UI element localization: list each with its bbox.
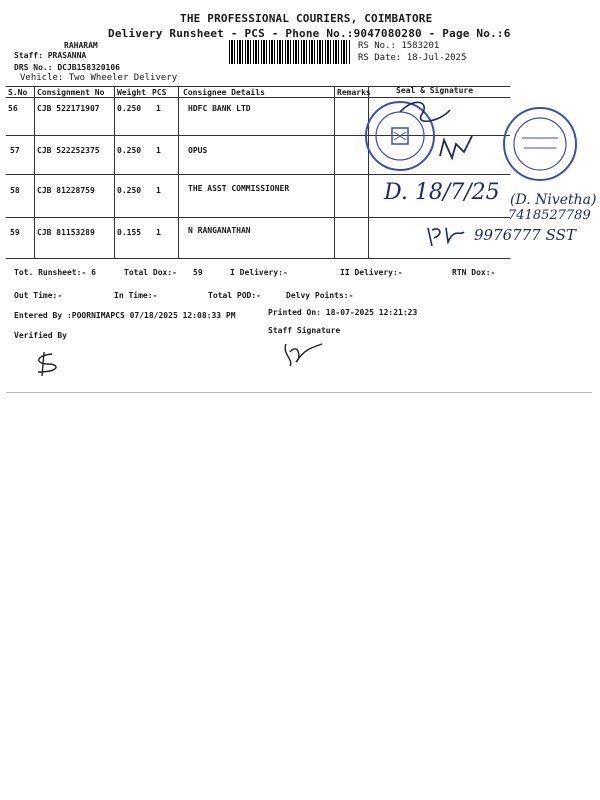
cell-weight: 0.250 [117,186,142,195]
total-pod: Total POD:- [208,291,261,300]
verified-by: Verified By [14,331,67,340]
column-divider [114,86,115,258]
cell-consignment: CJB 81228759 [37,186,95,195]
header-sno: S.No [8,88,28,97]
rtn-dox: RTN Dox:- [452,268,496,277]
in-time: In Time:- [114,291,158,300]
total-dox-label: Total Dox:- [124,268,177,277]
staff-label: Staff: PRASANNA [14,51,87,60]
cell-consignee: OPUS [188,146,208,155]
barcode [229,40,351,64]
cell-pcs: 1 [156,186,161,195]
rs-number: RS No.: 1583201 [358,41,440,51]
cell-consignment: CJB 522171907 [37,104,100,113]
cell-sno: 57 [10,146,20,155]
ii-delivery: II Delivery:- [340,268,403,277]
cell-weight: 0.155 [117,228,142,237]
header-pcs: PCS [152,88,167,97]
printed-on: Printed On: 18-07-2025 12:21:23 [268,308,418,317]
handwritten-phone: 7418527789 [508,208,591,223]
signature-scribble [440,136,472,158]
i-delivery: I Delivery:- [230,268,288,277]
staff-signature-label: Staff Signature [268,326,341,335]
round-stamp-2 [504,108,576,180]
header-remarks: Remarks [337,88,371,97]
header-weight: Weight [117,88,146,97]
cell-sno: 56 [8,104,18,113]
out-time: Out Time:- [14,291,63,300]
column-divider [334,86,335,258]
handwritten-initials [424,222,474,252]
cell-consignment: CJB 81153289 [37,228,95,237]
header-consignment: Consignment No [37,88,105,97]
cell-sno: 58 [10,186,20,195]
delvy-points: Delvy Points:- [286,291,354,300]
company-title: THE PROFESSIONAL COURIERS, COIMBATORE [180,12,433,25]
tot-runsheet: Tot. Runsheet:- 6 [14,268,96,277]
cell-consignment: CJB 522252375 [37,146,100,155]
drs-number: DRS No.: DCJB158320106 [14,63,120,72]
column-divider [34,86,35,258]
footer-divider [6,392,592,393]
cell-consignee: N RANGANATHAN [188,226,251,235]
cell-sno: 59 [10,228,20,237]
entered-by: Entered By :POORNIMAPCS 07/18/2025 12:08:33 PM [14,311,236,320]
cell-weight: 0.250 [117,104,142,113]
verified-signature [30,350,66,378]
column-divider [178,86,179,258]
rs-date: RS Date: 18-Jul-2025 [358,53,467,63]
cell-weight: 0.250 [117,146,142,155]
staff-signature [280,340,326,370]
cell-consignee: HDFC BANK LTD [188,104,251,113]
handwritten-phone-2: 9976777 SST [474,226,576,244]
cell-pcs: 1 [156,104,161,113]
handwritten-date: D. 18/7/25 [384,180,500,205]
runsheet-subtitle: Delivery Runsheet - PCS - Phone No.:9047080280 - Page No.:6 [108,27,511,40]
handwritten-name: (D. Nivetha) [510,192,597,208]
cell-pcs: 1 [156,146,161,155]
header-consignee: Consignee Details [183,88,265,97]
staff-name: RAHARAM [64,41,98,50]
header-seal-signature: Seal & Signature [396,86,474,95]
cell-pcs: 1 [156,228,161,237]
vehicle-type: Vehicle: Two Wheeler Delivery [20,73,178,83]
total-dox-value: 59 [193,268,203,277]
cell-consignee: THE ASST COMMISSIONER [188,184,290,193]
